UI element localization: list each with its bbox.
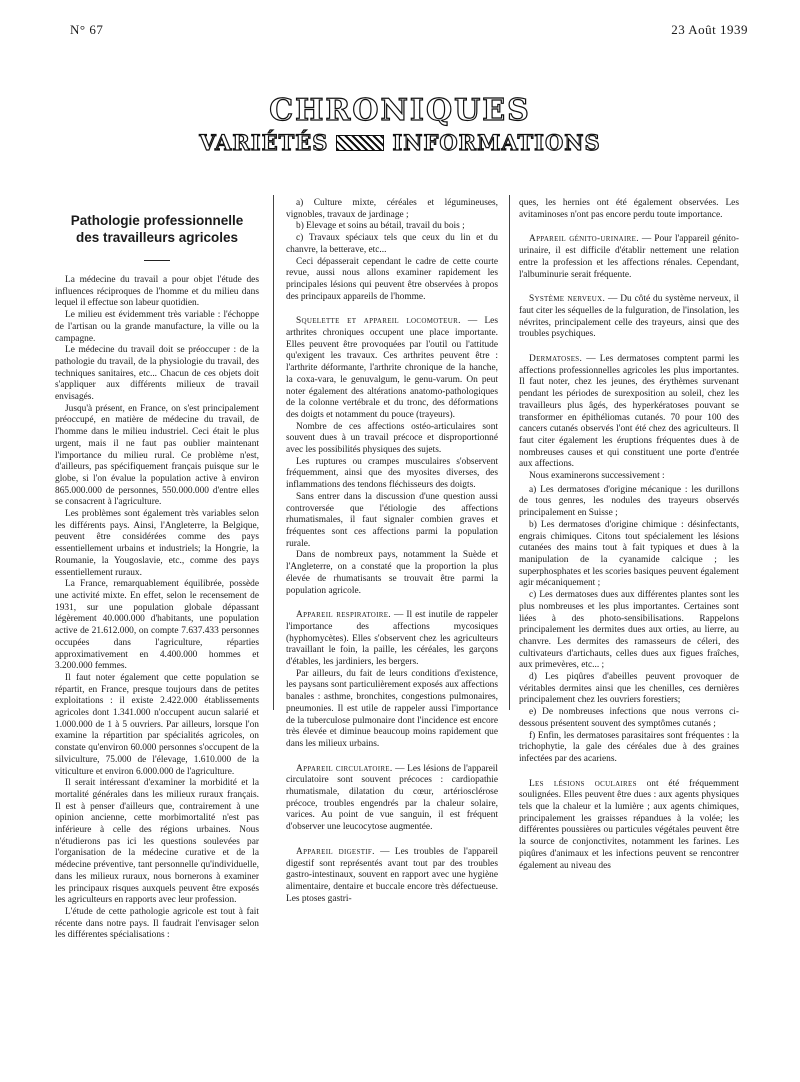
column-rule-right [509, 195, 510, 710]
section-text: — Pour l'appareil génito-urinaire, il est difficile d'établir nettement une relation entre la profession et les affections rénales. Cependant, l'albuminurie serait fréquente. [519, 234, 739, 280]
paragraph: La médecine du travail a pour objet l'étude des influences réciproques de l'homme et du milieu dans lequel il effectue son labeur quotidien. [55, 275, 259, 309]
list-item: a) Les dermatoses d'origine mécanique : les durillons de tous genres, les nodules des trayeurs observés principalement en Suisse ; [519, 484, 739, 519]
list-item: c) Les dermatoses dues aux différentes plantes sont les plus nombreuses et les plus importantes. Certaines sont liées à des photo-sensibilisations. Rappelons principalement les dermites dues aux orties, au lierre, au chanvre. Les dermites des ramasseurs de céleri, des cultivateurs d'artichauts, celles dues aux figues fraîches, aux primevères, etc... ; [519, 590, 739, 671]
column-2 [286, 198, 498, 905]
section-heading: Squelette et appareil locomoteur. [296, 316, 461, 327]
section-squelette [286, 316, 498, 421]
column-3 [519, 198, 739, 872]
section-systeme-nerveux [519, 294, 739, 341]
paragraph: Il serait intéressant d'examiner la morbidité et la mortalité générales dans les milieux ruraux français. Il est à penser d'ailleurs que, contrairement à une opinion ancienne, cette morbimortalité n'est pas inférieure à celle des régions urbaines. Nous n'étudierons pas ici les questions soulevées par l'organisation de la médecine curative et de la médecine préventive, tant personnelle qu'individuelle, dans les milieux ruraux, nous bornerons à examiner les principaux risques auxquels peuvent être exposés les agriculteurs en rapports avec leur profession. [55, 778, 259, 906]
article-title-line2: des travailleurs agricoles [75, 230, 239, 245]
paragraph: La France, remarquablement équilibrée, possède une activité mixte. En effet, selon le recensement de 1931, sur une population globale dépassant légèrement 40.000.000 d'habitants, une population active de 21.612.000, on compte 7.637.433 personnes occupées dans l'agriculture, réparties approximativement en 4.400.000 hommes et 3.200.000 femmes. [55, 579, 259, 672]
paragraph: Nombre de ces affections ostéo-articulaires sont souvent dues à un travail précoce et disproportionné avec les possibilités physiques des sujets. [286, 421, 498, 456]
section-text: — Il est inutile de rappeler l'importance des affections mycosiques (hyphomycètes). Elles s'observent chez les agriculteurs travaillant le foin, la paille, les céréales, les garçons d'étables, les jardiniers, les bergers. [286, 610, 498, 668]
section-text: — Les lésions de l'appareil circulatoire sont souvent précoces : cardiopathie rhumatismale, dilatation du cœur, artériosclérose précoce, troubles engendrés par la chaleur solaire, varices. Au point de vue sanguin, il est fréquent d'observer une leucocytose augmentée. [286, 763, 498, 833]
issue-date: 23 Août 1939 [671, 22, 748, 37]
section-heading: Appareil digestif. [296, 846, 375, 857]
paragraph: Le médecine du travail doit se préoccuper : de la pathologie du travail, de la physiologie du travail, des techniques sanitaires, etc... Chacun de ces objets doit s'appliquer aux différents milieux de travail envisagés. [55, 345, 259, 403]
article-title-line1: Pathologie professionnelle [70, 213, 244, 228]
section-heading: Les lésions oculaires [529, 778, 637, 789]
masthead-subtitle [0, 130, 800, 155]
masthead-title: CHRONIQUES [269, 93, 531, 128]
section-respiratoire [286, 610, 498, 669]
masthead-varietes: VARIÉTÉS [199, 130, 329, 155]
section-circulatoire [286, 764, 498, 834]
section-heading: Appareil circulatoire. [296, 763, 393, 774]
section-text: — Les arthrites chroniques occupent une place importante. Elles peuvent être provoquées par l'outil ou l'attitude qu'exigent les travaux. Ces arthrites peuvent être : l'arthrite déformante, l'arthrite chronique de la hanche, la coxa-vara, le genuvalgum, le genu-varum. On peut noter également des altérations anatomo-pathologiques de la colonne vertébrale et du tronc, des déformations des doigts et notamment du pouce (trayeurs). [286, 316, 498, 420]
paragraph: Jusqu'à présent, en France, on s'est principalement préoccupé, en matière de médecine du travail, de l'homme dans le milieu industriel. Ceci était le plus urgent, mais il ne faut pas oublier maintenant l'importance du milieu rural. Ce problème n'est, d'ailleurs, pas spécifiquement français puisque sur le globe, si l'on évalue la population active à environ 865.000.000 de personnes, 550.000.000 d'entre elles se consacrent à l'agriculture. [55, 403, 259, 508]
section-text: — Les dermatoses comptent parmi les affections professionnelles agricoles les plus importantes. Il faut noter, chez les jeunes, des érythèmes survenant pendant les périodes de surexposition au soleil, chez les travailleurs plus âgés, des hyperkératoses pouvant se transformer en épithéliomas cutanés. 70 pour 100 des cancers cutanés observés l'ont été chez des agriculteurs. Il faut citer également les éruptions fréquentes dues à de nombreuses causes et qui constituent une porte d'entrée aux affections. [519, 354, 739, 470]
list-item: b) Elevage et soins au bétail, travail du bois ; [296, 221, 465, 232]
section-heading: Appareil génito-urinaire. [529, 234, 639, 245]
column-rule-left [273, 195, 274, 710]
section-text: — Les troubles de l'appareil digestif sont représentés avant tout par des troubles gastro-intestinaux, souvent en rapport avec une hygiène alimentaire, dentaire et buccale encore très défectueuse. Les ptoses gastri- [286, 846, 499, 904]
article-title [55, 212, 259, 246]
paragraph: ques, les hernies ont été également observées. Les avitaminoses n'ont pas encore perdu toute importance. [519, 198, 739, 220]
paragraph: Les problèmes sont également très variables selon les différents pays. Ainsi, l'Angleterre, la Belgique, peuvent être considérées comme des pays essentiellement urbains et industriels; la Hongrie, la Roumanie, la Yougoslavie, etc., comme des pays essentiellement ruraux. [55, 509, 259, 578]
section-genito-urinaire [519, 234, 739, 281]
list-item: c) Travaux spéciaux tels que ceux du lin et du chanvre, la betterave, etc... [286, 233, 498, 255]
list-item: f) Enfin, les dermatoses parasitaires sont fréquentes : la trichophytie, la gale des céréales due à des graines infectées par des acariens. [519, 730, 739, 764]
section-dermatoses [519, 354, 739, 471]
paragraph: Les ruptures ou crampes musculaires s'observent fréquemment, ainsi que des myosites diverses, des inflammations des tendons fléchisseurs des doigts. [286, 456, 498, 491]
section-text: ont été fréquemment soulignées. Elles peuvent être dues : aux agents physiques tels que la chaleur et la lumière ; aux agents chimiques, principalement les graisses répandues à la volée; les différentes poussières ou particules végétales peuvent être la source de conjonctivites, notamment les farines. Les piqûres d'animaux et les infections peuvent se rencontrer également au niveau des [519, 778, 739, 871]
column-1 [55, 202, 259, 942]
paragraph: Ceci dépasserait cependant le cadre de cette courte revue, aussi nous allons examiner rapidement les principales lésions qui peuvent être observées à propos des principaux appareils de l'homme. [286, 256, 498, 302]
list-item: e) De nombreuses infections que nous verrons ci-dessous présentent souvent des symptômes cutanés ; [519, 707, 739, 729]
paragraph: Par ailleurs, du fait de leurs conditions d'existence, les paysans sont particulièrement exposés aux affections banales : asthme, bronchites, congestions pulmonaires, pneumonies. Il est utile de rappeler aussi l'importance de la tuberculose pulmonaire dont l'incidence est encore très élevée et diminue beaucoup moins rapidement que dans les milieux urbains. [286, 668, 498, 749]
paragraph: Il faut noter également que cette population se répartit, en France, presque toujours dans de petites exploitations : il existe 2.422.000 établissements agricoles dont 1.341.000 n'occupent aucun salarié et 1.000.000 de 1 à 5 ouvriers. Par ailleurs, lorsque l'on examine la répartition par spécialités agricoles, on constate qu'environ 60.000 personnes s'occupent de la silviculture, 75.000 de l'élevage, 1.610.000 de la viticulture et environ 6.000.000 de l'agriculture. [55, 672, 259, 777]
section-heading: Appareil respiratoire. [296, 610, 391, 621]
paragraph: Dans de nombreux pays, notamment la Suède et l'Angleterre, on a constaté que la proportion la plus élevée de rhumatisants se trouvait être parmi la population agricole. [286, 550, 498, 596]
list-item: a) Culture mixte, céréales et légumineuses, vignobles, travaux de jardinage ; [286, 198, 498, 220]
section-text: — Du côté du système nerveux, il faut citer les séquelles de la fulguration, de l'insolation, les névrites, principalement celle des trayeurs, ainsi que des troubles psychiques. [519, 294, 739, 340]
masthead-informations: INFORMATIONS [392, 130, 601, 155]
paragraph: Sans entrer dans la discussion d'une question aussi controversée que l'étiologie des affections rhumatismales, il faut signaler combien graves et fréquentes sont ces affections parmi la population rurale. [286, 491, 498, 549]
ornament-icon [336, 135, 384, 151]
paragraph: Le milieu est évidemment très variable : l'échoppe de l'artisan ou la grande manufacture, la ville ou la campagne. [55, 310, 259, 344]
section-lesions-oculaires [519, 779, 739, 873]
section-heading: Système nerveux. [529, 294, 606, 305]
title-separator [144, 260, 170, 261]
list-item: b) Les dermatoses d'origine chimique : désinfectants, engrais chimiques. Citons tout spécialement les lésions cutanées des mains tout à fait typiques et dues à la manipulation de la cyanamide calcique ; les superphosphates et les scories basiques peuvent également agir mécaniquement ; [519, 519, 739, 589]
paragraph: L'étude de cette pathologie agricole est tout à fait récente dans notre pays. Il faudrait l'envisager selon les différentes spécialisations : [55, 906, 259, 941]
paragraph: Nous examinerons successivement : [529, 471, 665, 482]
section-digestif [286, 847, 498, 906]
list-item: d) Les piqûres d'abeilles peuvent provoquer de véritables dermites ainsi que les chenilles, ces dernières principalement chez les ouvriers forestiers; [519, 672, 739, 706]
issue-number: N° 67 [70, 22, 104, 37]
section-heading: Dermatoses. [529, 354, 583, 365]
